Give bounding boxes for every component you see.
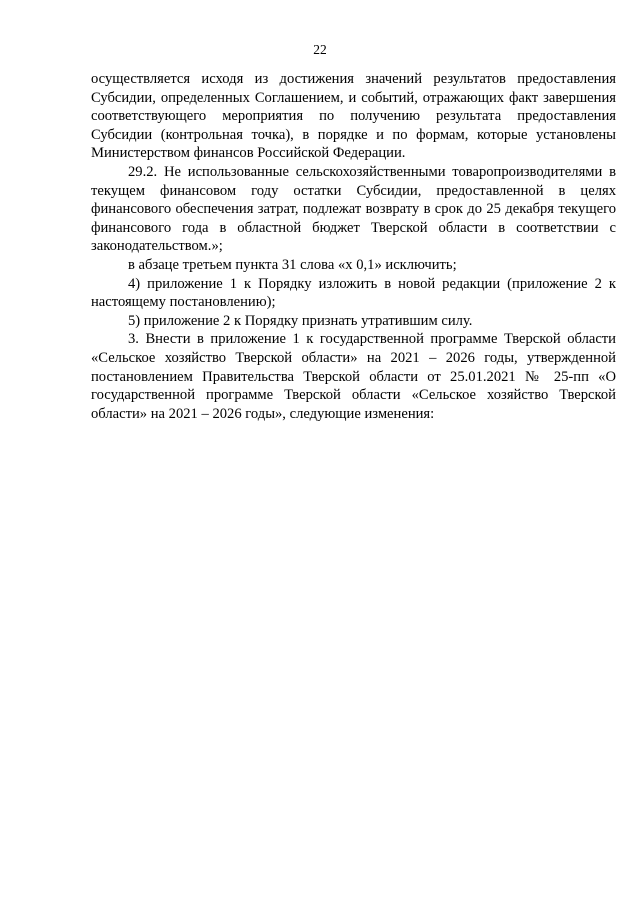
paragraph-item-5: 5) приложение 2 к Порядку признать утратившим силу. xyxy=(128,312,473,329)
page-number: 22 xyxy=(313,42,327,57)
document-body xyxy=(91,70,616,423)
paragraph-item-4: 4) приложение 1 к Порядку изложить в новой редакции (приложение 2 к настоящему постановлению); xyxy=(91,275,616,311)
paragraph-29-2: 29.2. Не использованные сельскохозяйственными товаропроизводителями в текущем финансовом году остатки Субсидии, предоставленной в целях финансового обеспечения затрат, подлежат возврату в срок до 25 декабря текущего финансового года в областной бюджет Тверской области в соответствии с законодательством.»; xyxy=(91,163,616,255)
paragraph-point-31: в абзаце третьем пункта 31 слова «х 0,1» исключить; xyxy=(128,256,457,273)
paragraph-continuation: осуществляется исходя из достижения значений результатов предоставления Субсидии, определенных Соглашением, и событий, отражающих факт завершения соответствующего мероприятия по получению результата предоставления Субсидии (контрольная точка), в порядке и по формам, которые установлены Министерством финансов Российской Федерации. xyxy=(91,71,616,162)
paragraph-section-3: 3. Внести в приложение 1 к государственной программе Тверской области «Сельское хозяйство Тверской области» на 2021 – 2026 годы, утвержденной постановлением Правительства Тверской области от 25.01.2021 № 25-пп «О государственной программе Тверской области «Сельское хозяйство Тверской области» на 2021 – 2026 годы», следующие изменения: xyxy=(91,331,616,422)
